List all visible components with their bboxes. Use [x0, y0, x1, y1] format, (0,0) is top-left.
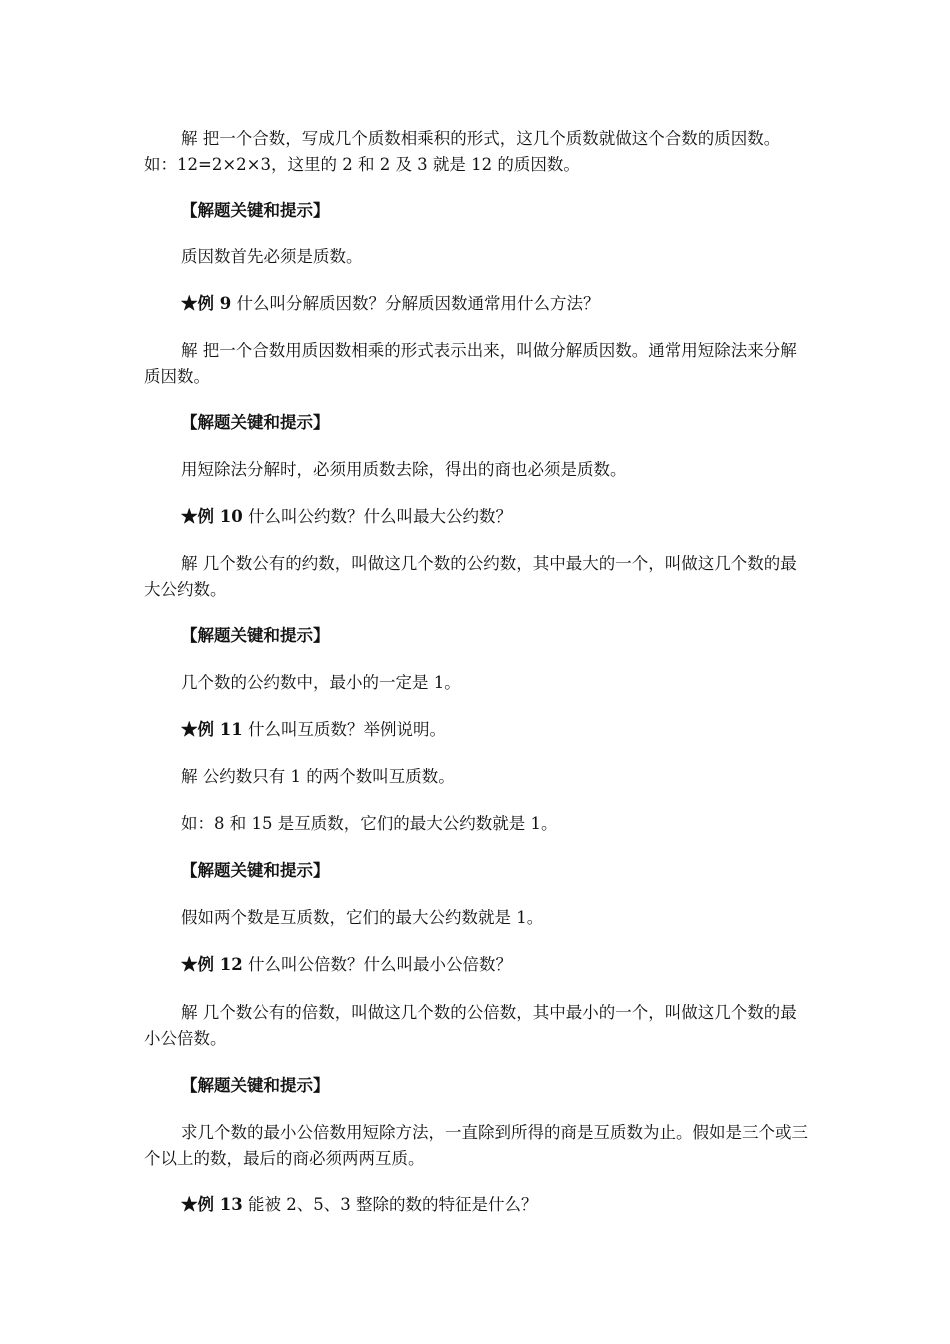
example-label: ★例 12 — [181, 955, 243, 974]
hint-heading: 【解题关键和提示】 — [181, 1076, 330, 1095]
example-question — [144, 291, 808, 317]
example-text: 能被 2、5、3 整除的数的特征是什么？ — [242, 1195, 538, 1214]
hint-heading: 【解题关键和提示】 — [181, 626, 330, 645]
example-question — [144, 504, 808, 530]
hint-paragraph: 几个数的公约数中，最小的一定是 1。 — [181, 673, 461, 692]
answer-paragraph: 如：8 和 15 是互质数，它们的最大公约数就是 1。 — [181, 814, 558, 833]
example-question — [144, 952, 808, 978]
example-question — [144, 1192, 808, 1218]
example-text: 什么叫公倍数？什么叫最小公倍数？ — [242, 955, 512, 974]
example-label: ★例 13 — [181, 1195, 243, 1214]
hint-heading: 【解题关键和提示】 — [181, 861, 330, 880]
hint-heading: 【解题关键和提示】 — [181, 201, 330, 220]
example-text: 什么叫公约数？什么叫最大公约数？ — [242, 507, 512, 526]
example-question — [144, 717, 808, 743]
hint-paragraph: 假如两个数是互质数，它们的最大公约数就是 1。 — [181, 908, 544, 927]
example-label: ★例 10 — [181, 507, 243, 526]
hint-paragraph: 用短除法分解时，必须用质数去除，得出的商也必须是质数。 — [181, 460, 627, 479]
answer-paragraph: 解 把一个合数，写成几个质数相乘积的形式，这几个质数就做这个合数的质因数。如：12=2×2×3，这里的 2 和 2 及 3 就是 12 的质因数。 — [144, 129, 781, 174]
example-text: 什么叫分解质因数？分解质因数通常用什么方法？ — [231, 294, 600, 313]
answer-paragraph: 解 几个数公有的约数，叫做这几个数的公约数，其中最大的一个，叫做这几个数的最大公约数。 — [144, 554, 797, 599]
answer-paragraph: 解 公约数只有 1 的两个数叫互质数。 — [181, 767, 455, 786]
hint-heading: 【解题关键和提示】 — [181, 413, 330, 432]
answer-paragraph: 解 把一个合数用质因数相乘的形式表示出来，叫做分解质因数。通常用短除法来分解质因数。 — [144, 341, 797, 386]
hint-paragraph: 求几个数的最小公倍数用短除方法，一直除到所得的商是互质数为止。假如是三个或三个以上的数，最后的商必须两两互质。 — [144, 1123, 808, 1168]
example-label: ★例 9 — [181, 294, 232, 313]
hint-paragraph: 质因数首先必须是质数。 — [181, 247, 363, 266]
example-text: 什么叫互质数？举例说明。 — [242, 720, 446, 739]
example-label: ★例 11 — [181, 720, 243, 739]
answer-paragraph: 解 几个数公有的倍数，叫做这几个数的公倍数，其中最小的一个，叫做这几个数的最小公倍数。 — [144, 1003, 797, 1048]
